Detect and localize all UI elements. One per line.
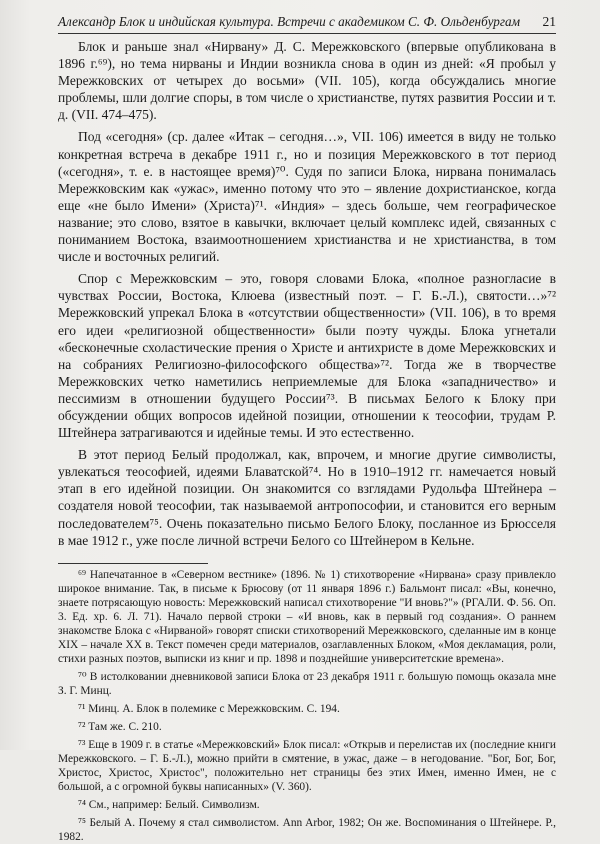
footnotes xyxy=(58,568,556,844)
running-head-title: Александр Блок и индийская культура. Встречи с академиком С. Ф. Ольденбургам xyxy=(58,14,520,29)
body-text xyxy=(58,38,556,549)
paragraph: Спор с Мережковским – это, говоря словами Блока, «полное разногласие в чувствах России, Востока, Клюева (известный поэт. – Г. Б.-Л.), святости…»⁷² Мережковский упрекал Блока в «отсутствии общественности» (VII. 106), в то время его идеи «религиозной общественности» были поэту чужды. Блока угнетали «бесконечные схоластические прения о Христе и антихристе в доме Мережковских и на собраниях Религиозно-философского общества»⁷². Тогда же в творчестве Мережковских четко наметились неприемлемые для Блока «западничество» и пессимизм в отношении будущего России⁷³. В письмах Белого к Блоку при обсуждении общих вопросов идейной позиции, отношении к теософии, трудам Р. Штейнера затрагиваются и идейные темы. И это естественно. xyxy=(58,271,556,441)
footnote: ⁶⁹ Напечатанное в «Северном вестнике» (1896. № 1) стихотворение «Нирвана» сразу привлекло широкое внимание. Так, в письме к Брюсову (от 11 января 1896 г.) Бальмонт писал: «Вы, конечно, знаете потрясающую новость: Мережковский написал стихотворение "И вновь?"» (РГАЛИ. Ф. 56. Оп. 3. Ед. хр. 6. Л. 71). Начало первой строки – «И вновь, как в первый год создания». О раннем знакомстве Блока с «Нирваной» говорят списки стихотворений Мережковского, сделанные им в конце XIX – начале XX в. Текст помечен среди материалов, озаглавленных Блоком, «Моя декламация, роли, стихи разных поэтов, выписки из книг и пр. 1898 и позднейшие университетские времена». xyxy=(58,568,556,665)
paragraph: Под «сегодня» (ср. далее «Итак – сегодня…», VII. 106) имеется в виду не только конкретная встреча в декабре 1911 г., но и позиция Мережковского в тот период («сегодня», т. е. в настоящее время)⁷⁰. Судя по записи Блока, нирвана понималась Мережковским как «ужас», именно потому что это – явление дохристианское, когда еще «не было Имени» (Христа)⁷¹. «Индия» – здесь больше, чем географическое название; это слово, взятое в кавычки, включает целый комплекс идей, связанных с пониманием Востока, взаимоотношением христианства и не христианства, в том числе и восточных религий. xyxy=(58,129,556,265)
paragraph: В этот период Белый продолжал, как, впрочем, и многие другие символисты, увлекаться теософией, идеями Блаватской⁷⁴. Но в 1910–1912 гг. намечается новый этап в его идейной позиции. Он знакомится со взглядами Рудольфа Штейнера – создателя новой теософии, так называемой антропософии, и становится его верным последователем⁷⁵. Очень показательно письмо Белого Блоку, посланное из Брюсселя в мае 1912 г., уже после личной встречи Белого со Штейнером в Кельне. xyxy=(58,447,556,548)
footnote-divider xyxy=(58,563,208,564)
page-number: 21 xyxy=(542,14,556,29)
footnote: ⁷⁰ В истолковании дневниковой записи Блока от 23 декабря 1911 г. большую помощь оказала мне З. Г. Минц. xyxy=(58,670,556,697)
running-head xyxy=(58,14,556,34)
footnote: ⁷⁵ Белый А. Почему я стал символистом. Ann Arbor, 1982; Он же. Воспоминания о Штейнере. Р., 1982. xyxy=(58,816,556,843)
footnote: ⁷³ Еще в 1909 г. в статье «Мережковский» Блок писал: «Открыв и перелистав их (последние книги Мережковского. – Г. Б.-Л.), можно прийти в смятение, в ужас, даже – в негодование. "Бог, Бог, Бог, Христос, Христос, Христос", положительно нет страницы без этих Имен, именно Имен, не с большой, а с огромной буквы написанных» (V. 360). xyxy=(58,738,556,793)
footnote: ⁷¹ Минц. А. Блок в полемике с Мережковским. С. 194. xyxy=(78,702,340,715)
footnote: ⁷⁴ См., например: Белый. Символизм. xyxy=(78,798,260,811)
paragraph: Блок и раньше знал «Нирвану» Д. С. Мережковского (впервые опубликована в 1896 г.⁶⁹), но тема нирваны и Индии возникла снова в один из дней: «Я пробыл у Мережковских от четырех до восьми» (VII. 105), когда обсуждались многие проблемы, шли долгие споры, в том числе о христианстве, путях развития России и т. д. (VII. 474–475). xyxy=(58,39,556,123)
footnote: ⁷² Там же. С. 210. xyxy=(78,720,162,733)
